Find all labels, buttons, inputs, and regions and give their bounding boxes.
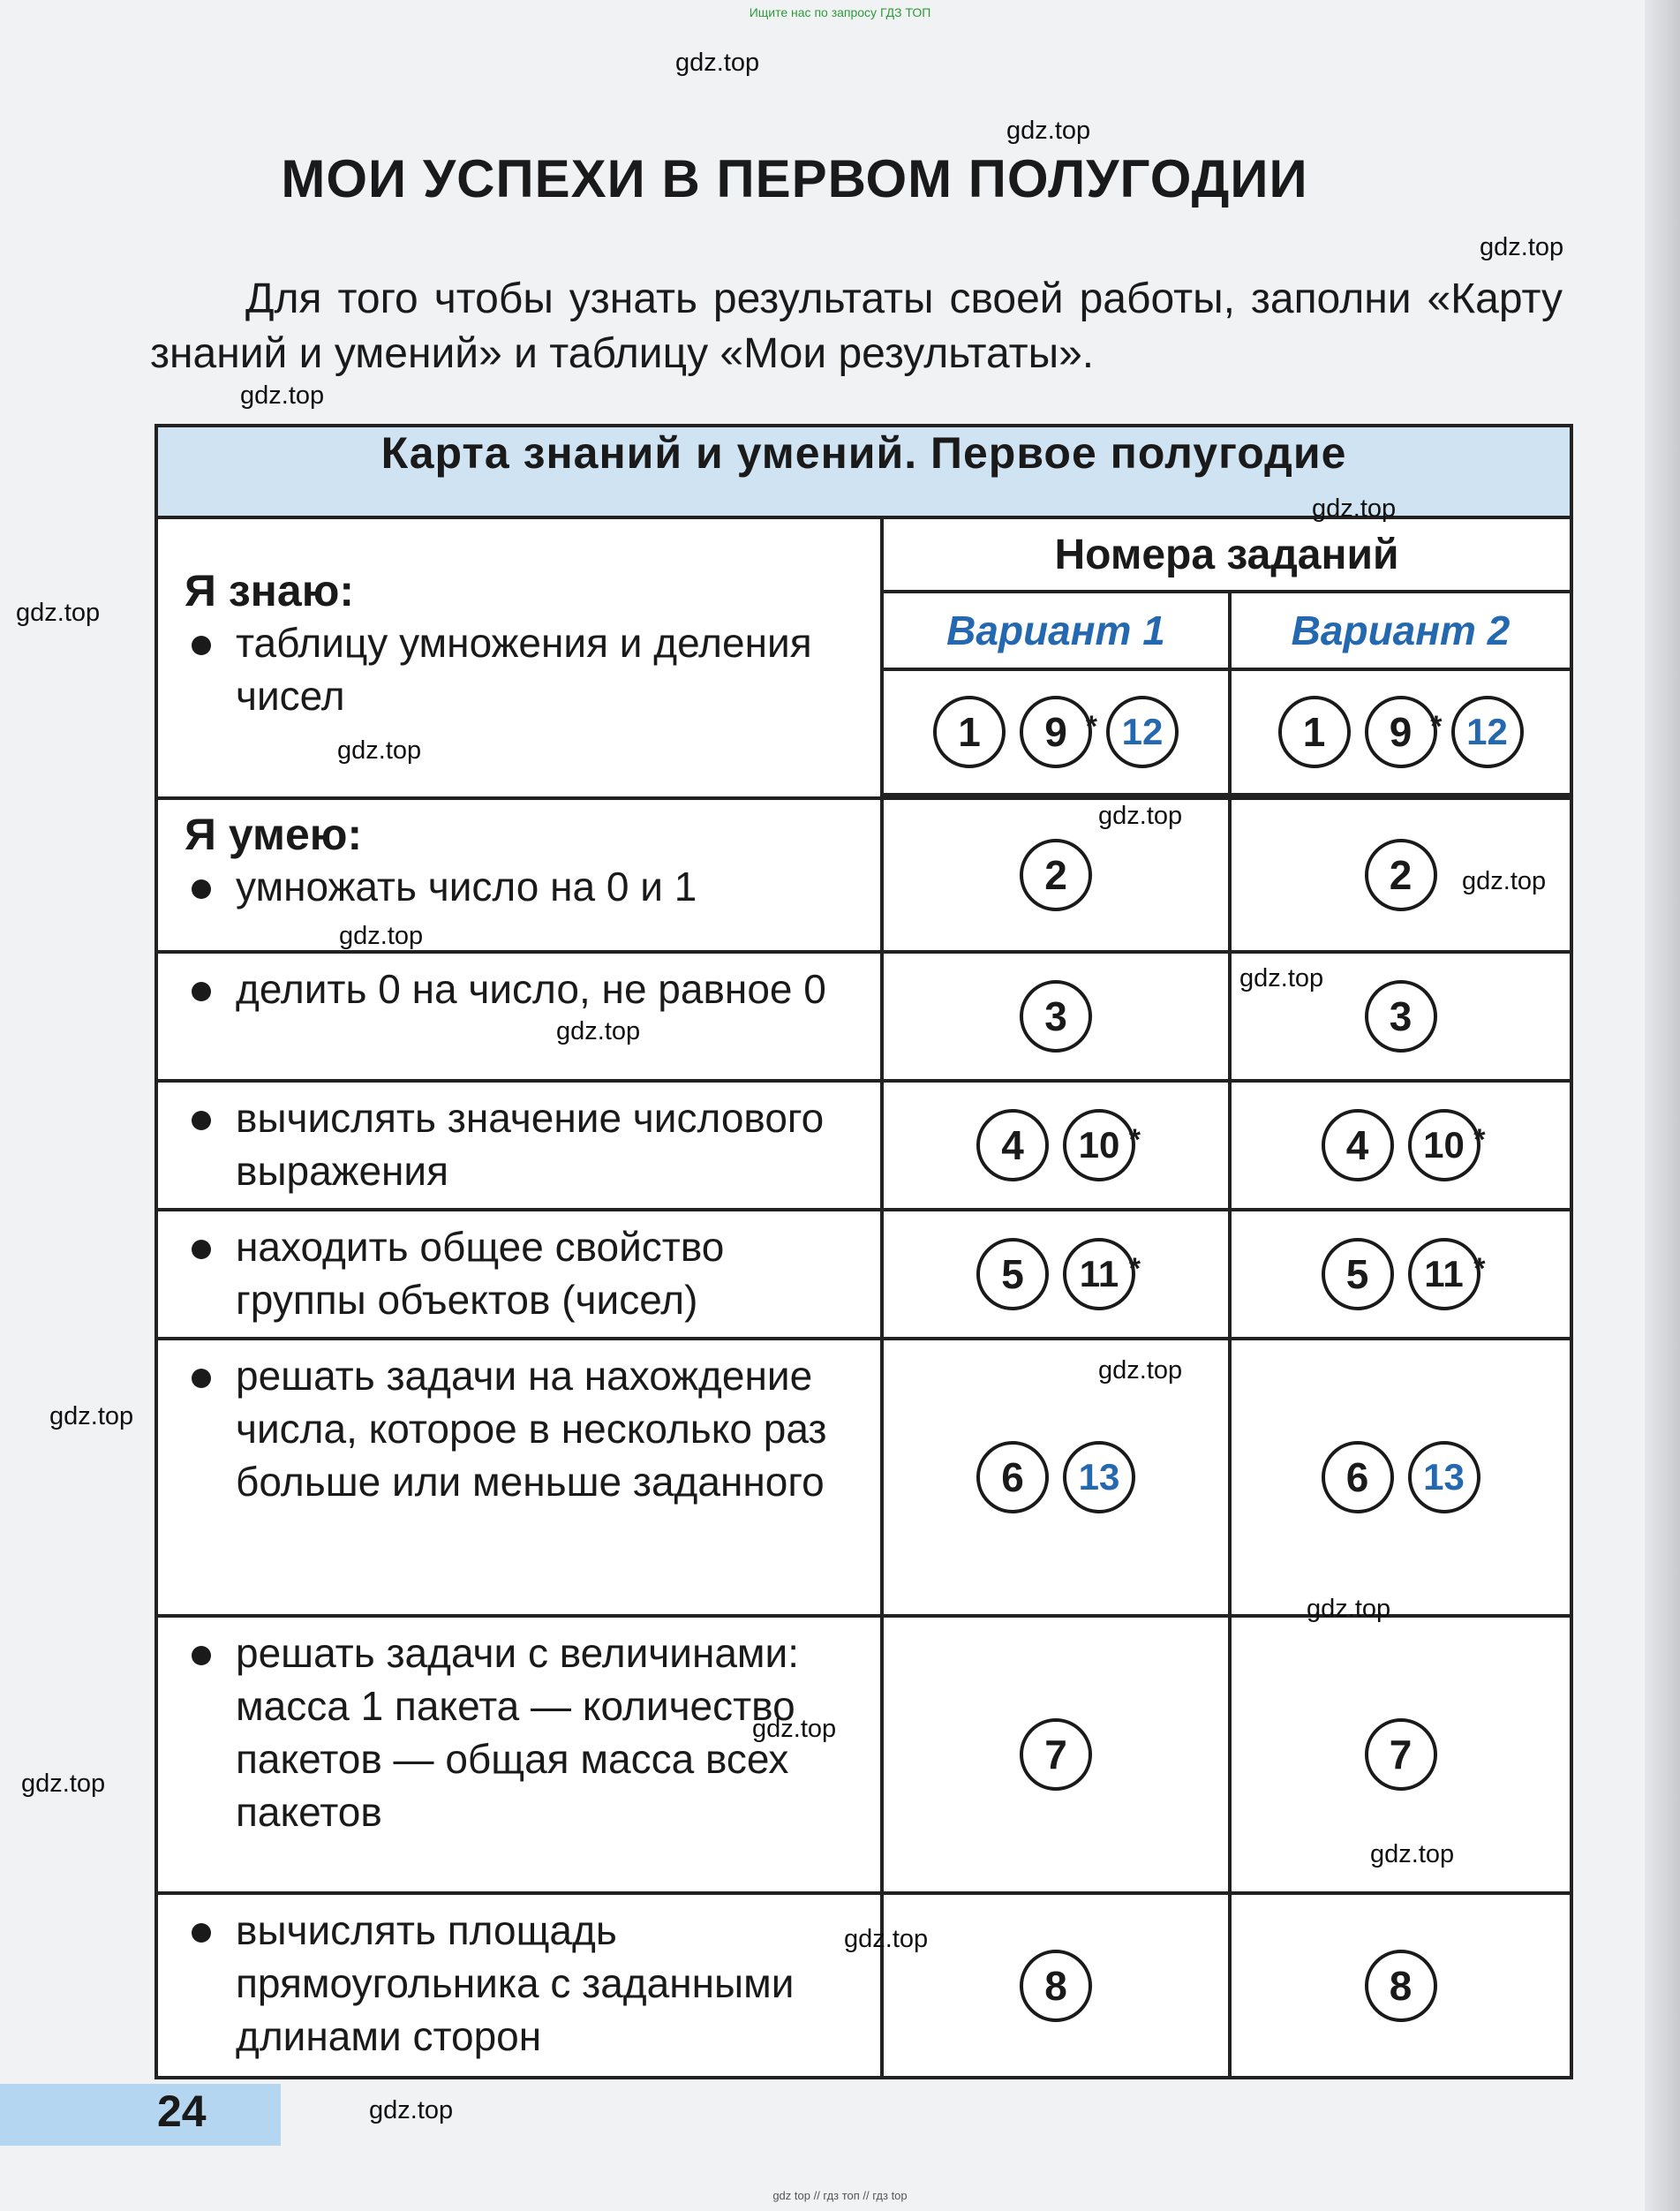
task-circle: 8	[1365, 1950, 1437, 2022]
watermark: gdz.top	[337, 736, 422, 765]
page-number: 24	[157, 2086, 207, 2136]
task-circle: 10 *	[1063, 1109, 1135, 1181]
skill-rectangle-area: вычислять площадь прямоугольника с заданными длинами сторон	[185, 1904, 861, 2063]
v2-cell	[1230, 1081, 1571, 1210]
page-number-bar	[0, 2084, 281, 2146]
task-circle: 6	[1322, 1441, 1394, 1513]
watermark: gdz.top	[1462, 867, 1547, 895]
v1-cell	[882, 1893, 1230, 2078]
skill-row	[156, 952, 882, 1081]
watermark: gdz.top	[675, 49, 760, 77]
bottom-note: gdz top // гдз топ // гдз top	[772, 2189, 908, 2202]
watermark: gdz.top	[1239, 964, 1324, 992]
task-circle: 11 *	[1408, 1238, 1480, 1310]
task-circle: 4	[976, 1109, 1049, 1181]
tasks-header: Номера заданий	[882, 517, 1571, 592]
skill-multiplication-table: таблицу умножения и деления чисел	[185, 616, 861, 722]
task-circle: 10 *	[1408, 1109, 1480, 1181]
task-circle: 13	[1063, 1441, 1135, 1513]
v1-cell	[882, 1210, 1230, 1339]
task-circle: 5	[976, 1238, 1049, 1310]
asterisk-mark: *	[1085, 710, 1097, 743]
v2-cell	[1230, 1210, 1571, 1339]
v1-cell	[882, 1081, 1230, 1210]
task-circle: 6	[976, 1441, 1049, 1513]
watermark: gdz.top	[556, 1017, 641, 1045]
asterisk-mark: *	[1430, 710, 1443, 743]
asterisk-mark: *	[1128, 1123, 1141, 1157]
can-section-first	[156, 798, 882, 952]
watermark: gdz.top	[1098, 802, 1183, 830]
skill-row	[156, 1081, 882, 1210]
task-circle: 11 *	[1063, 1238, 1135, 1310]
v2-cell	[1230, 669, 1571, 795]
variant-1-header: Вариант 1	[882, 592, 1230, 669]
skill-evaluate-expression: вычислять значение числового выражения	[185, 1091, 861, 1197]
watermark: gdz.top	[16, 599, 101, 627]
task-circle: 3	[1020, 980, 1092, 1053]
skill-common-property: находить общее свойство группы объектов (чисел)	[185, 1220, 861, 1326]
skill-times-problems: решать задачи на нахождение числа, которое в несколько раз больше или меньше заданного	[185, 1349, 861, 1508]
v1-cell	[882, 952, 1230, 1081]
watermark: gdz.top	[21, 1770, 106, 1798]
knowledge-map-table	[154, 424, 1573, 2079]
watermark: gdz.top	[1312, 494, 1397, 523]
page-edge-shadow	[1645, 0, 1680, 2211]
watermark: gdz.top	[240, 381, 325, 410]
watermark: gdz.top	[844, 1925, 929, 1953]
can-heading: Я умею:	[185, 810, 363, 859]
know-section	[156, 517, 882, 798]
know-heading: Я знаю:	[185, 566, 355, 615]
v1-cell	[882, 669, 1230, 795]
variant-2-header: Вариант 2	[1230, 592, 1571, 669]
skill-row	[156, 1616, 882, 1893]
task-circle: 7	[1020, 1718, 1092, 1791]
task-circle: 12	[1451, 696, 1524, 768]
skill-multiply-0-1: умножать число на 0 и 1	[185, 860, 861, 913]
task-circle: 4	[1322, 1109, 1394, 1181]
watermark: gdz.top	[369, 2096, 454, 2124]
watermark: gdz.top	[752, 1715, 837, 1743]
asterisk-mark: *	[1128, 1252, 1141, 1286]
skill-row	[156, 1893, 882, 2078]
task-circle: 1	[933, 696, 1006, 768]
task-circle: 7	[1365, 1718, 1437, 1791]
skill-mass-problems: решать задачи с величинами: масса 1 пакета — количество пакетов — общая масса всех пакетов	[185, 1626, 861, 1838]
asterisk-mark: *	[1473, 1123, 1486, 1157]
map-title: Карта знаний и умений. Первое полугодие	[156, 426, 1571, 517]
watermark: gdz.top	[49, 1402, 134, 1430]
watermark: gdz.top	[1307, 1595, 1391, 1623]
task-circle: 8	[1020, 1950, 1092, 2022]
task-circle: 9 *	[1020, 696, 1092, 768]
v1-cell	[882, 1616, 1230, 1893]
v2-cell	[1230, 1893, 1571, 2078]
task-circle: 2	[1365, 839, 1437, 911]
task-circle: 3	[1365, 980, 1437, 1053]
task-circle: 12	[1106, 696, 1179, 768]
skill-divide-zero: делить 0 на число, не равное 0	[185, 962, 861, 1015]
task-circle: 1	[1278, 696, 1351, 768]
top-note: Ищите нас по запросу ГДЗ ТОП	[749, 5, 931, 19]
watermark: gdz.top	[1370, 1840, 1455, 1868]
page-title: МОИ УСПЕХИ В ПЕРВОМ ПОЛУГОДИИ	[281, 149, 1308, 208]
watermark: gdz.top	[1006, 117, 1091, 145]
task-circle: 9 *	[1365, 696, 1437, 768]
watermark: gdz.top	[1098, 1356, 1183, 1385]
asterisk-mark: *	[1473, 1252, 1486, 1286]
task-circle: 13	[1408, 1441, 1480, 1513]
intro-text: Для того чтобы узнать результаты своей работы, заполни «Карту знаний и умений» и таблицу «Мои результаты».	[150, 275, 1563, 377]
task-circle: 2	[1020, 839, 1092, 911]
v2-cell	[1230, 1339, 1571, 1616]
watermark: gdz.top	[1480, 233, 1564, 261]
skill-row	[156, 1339, 882, 1616]
task-circle: 5	[1322, 1238, 1394, 1310]
skill-row	[156, 1210, 882, 1339]
watermark: gdz.top	[339, 922, 424, 950]
